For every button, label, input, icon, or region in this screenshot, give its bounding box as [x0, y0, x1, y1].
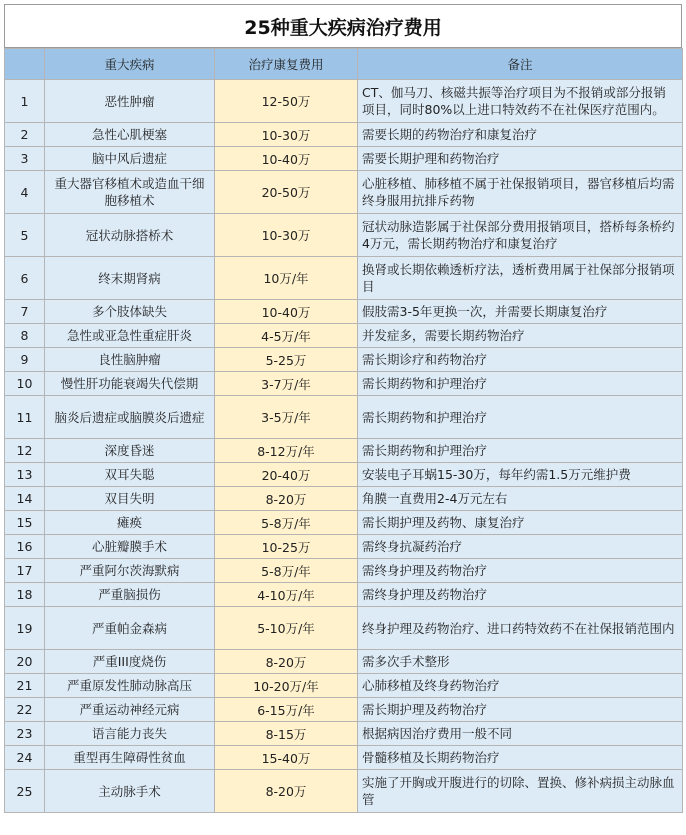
- table-row: [5, 171, 683, 214]
- row-index: 20: [5, 650, 45, 674]
- row-cost: 3-7万/年: [215, 372, 358, 396]
- row-note: 需终身抗凝药治疗: [358, 535, 683, 559]
- table-body: [5, 80, 683, 813]
- row-cost: 8-12万/年: [215, 439, 358, 463]
- row-note: 需终身护理及药物治疗: [358, 559, 683, 583]
- row-note: 骨髓移植及长期药物治疗: [358, 746, 683, 770]
- row-disease: 急性心肌梗塞: [45, 123, 215, 147]
- row-disease: 恶性肿瘤: [45, 80, 215, 123]
- row-cost: 10-25万: [215, 535, 358, 559]
- row-disease: 良性脑肿瘤: [45, 348, 215, 372]
- row-cost: 4-5万/年: [215, 324, 358, 348]
- row-note: 安装电子耳蜗15-30万，每年约需1.5万元维护费: [358, 463, 683, 487]
- row-index: 16: [5, 535, 45, 559]
- row-disease: 双目失明: [45, 487, 215, 511]
- row-disease: 深度昏迷: [45, 439, 215, 463]
- row-cost: 5-10万/年: [215, 607, 358, 650]
- row-note: 角膜一直费用2-4万元左右: [358, 487, 683, 511]
- row-note: 需长期诊疗和药物治疗: [358, 348, 683, 372]
- row-note: 换肾或长期依赖透析疗法，透析费用属于社保部分报销项目: [358, 257, 683, 300]
- table-row: [5, 722, 683, 746]
- row-cost: 10万/年: [215, 257, 358, 300]
- row-disease: 脑炎后遗症或脑膜炎后遗症: [45, 396, 215, 439]
- disease-cost-table: [4, 48, 683, 813]
- row-note: 需长期药物和护理治疗: [358, 372, 683, 396]
- row-index: 2: [5, 123, 45, 147]
- table-row: [5, 583, 683, 607]
- row-index: 19: [5, 607, 45, 650]
- row-index: 15: [5, 511, 45, 535]
- table-header-row: [5, 49, 683, 80]
- table-row: [5, 372, 683, 396]
- row-note: 心肺移植及终身药物治疗: [358, 674, 683, 698]
- row-disease: 脑中风后遗症: [45, 147, 215, 171]
- row-disease: 瘫痪: [45, 511, 215, 535]
- header-index: [5, 49, 45, 80]
- row-cost: 20-40万: [215, 463, 358, 487]
- row-note: 并发症多，需要长期药物治疗: [358, 324, 683, 348]
- header-note: 备注: [358, 49, 683, 80]
- row-index: 18: [5, 583, 45, 607]
- row-note: 根据病因治疗费用一般不同: [358, 722, 683, 746]
- row-cost: 4-10万/年: [215, 583, 358, 607]
- row-cost: 5-25万: [215, 348, 358, 372]
- table-row: [5, 674, 683, 698]
- row-index: 9: [5, 348, 45, 372]
- table-row: [5, 348, 683, 372]
- header-disease: 重大疾病: [45, 49, 215, 80]
- table-row: [5, 535, 683, 559]
- row-index: 1: [5, 80, 45, 123]
- row-note: 需长期护理及药物、康复治疗: [358, 511, 683, 535]
- row-index: 24: [5, 746, 45, 770]
- table-row: [5, 257, 683, 300]
- row-index: 22: [5, 698, 45, 722]
- table-row: [5, 324, 683, 348]
- row-disease: 严重帕金森病: [45, 607, 215, 650]
- row-index: 5: [5, 214, 45, 257]
- table-row: [5, 698, 683, 722]
- row-index: 4: [5, 171, 45, 214]
- row-index: 23: [5, 722, 45, 746]
- row-index: 25: [5, 770, 45, 813]
- row-cost: 10-40万: [215, 300, 358, 324]
- row-disease: 严重运动神经元病: [45, 698, 215, 722]
- row-index: 13: [5, 463, 45, 487]
- row-note: 需要长期护理和药物治疗: [358, 147, 683, 171]
- table-row: [5, 746, 683, 770]
- table-row: [5, 770, 683, 813]
- row-note: 终身护理及药物治疗、进口药特效药不在社保报销范围内: [358, 607, 683, 650]
- table-title: 25种重大疾病治疗费用: [4, 4, 682, 48]
- row-cost: 10-30万: [215, 214, 358, 257]
- row-cost: 8-20万: [215, 770, 358, 813]
- row-note: 冠状动脉造影属于社保部分费用报销项目，搭桥每条桥约4万元，需长期药物治疗和康复治疗: [358, 214, 683, 257]
- row-disease: 重型再生障碍性贫血: [45, 746, 215, 770]
- row-note: 需要长期的药物治疗和康复治疗: [358, 123, 683, 147]
- row-note: 需长期药物和护理治疗: [358, 439, 683, 463]
- row-disease: 急性或亚急性重症肝炎: [45, 324, 215, 348]
- row-cost: 8-20万: [215, 487, 358, 511]
- row-cost: 5-8万/年: [215, 559, 358, 583]
- row-index: 6: [5, 257, 45, 300]
- row-disease: 严重原发性肺动脉高压: [45, 674, 215, 698]
- table-row: [5, 607, 683, 650]
- row-note: 假肢需3-5年更换一次，并需要长期康复治疗: [358, 300, 683, 324]
- row-cost: 10-30万: [215, 123, 358, 147]
- row-disease: 重大器官移植术或造血干细胞移植术: [45, 171, 215, 214]
- row-cost: 12-50万: [215, 80, 358, 123]
- table-row: [5, 439, 683, 463]
- table-row: [5, 511, 683, 535]
- table-row: [5, 396, 683, 439]
- table-row: [5, 559, 683, 583]
- header-cost: 治疗康复费用: [215, 49, 358, 80]
- row-note: 需终身护理及药物治疗: [358, 583, 683, 607]
- cost-table-container: [4, 4, 682, 813]
- row-cost: 6-15万/年: [215, 698, 358, 722]
- table-row: [5, 463, 683, 487]
- row-disease: 语言能力丧失: [45, 722, 215, 746]
- row-index: 7: [5, 300, 45, 324]
- row-disease: 心脏瓣膜手术: [45, 535, 215, 559]
- row-disease: 双耳失聪: [45, 463, 215, 487]
- row-note: CT、伽马刀、核磁共振等治疗项目为不报销或部分报销项目，同时80%以上进口特效药不在社保医疗范围内。: [358, 80, 683, 123]
- table-row: [5, 300, 683, 324]
- row-cost: 8-20万: [215, 650, 358, 674]
- row-disease: 多个肢体缺失: [45, 300, 215, 324]
- table-row: [5, 80, 683, 123]
- row-index: 3: [5, 147, 45, 171]
- row-note: 心脏移植、肺移植不属于社保报销项目，器官移植后均需终身服用抗排斥药物: [358, 171, 683, 214]
- table-row: [5, 123, 683, 147]
- row-index: 12: [5, 439, 45, 463]
- row-disease: 冠状动脉搭桥术: [45, 214, 215, 257]
- row-note: 需长期药物和护理治疗: [358, 396, 683, 439]
- row-index: 11: [5, 396, 45, 439]
- row-index: 21: [5, 674, 45, 698]
- row-disease: 严重阿尔茨海默病: [45, 559, 215, 583]
- row-note: 需多次手术整形: [358, 650, 683, 674]
- row-disease: 主动脉手术: [45, 770, 215, 813]
- row-cost: 15-40万: [215, 746, 358, 770]
- table-row: [5, 147, 683, 171]
- row-index: 8: [5, 324, 45, 348]
- row-cost: 3-5万/年: [215, 396, 358, 439]
- row-cost: 5-8万/年: [215, 511, 358, 535]
- table-row: [5, 214, 683, 257]
- table-row: [5, 487, 683, 511]
- row-cost: 8-15万: [215, 722, 358, 746]
- row-index: 17: [5, 559, 45, 583]
- row-disease: 严重III度烧伤: [45, 650, 215, 674]
- row-disease: 慢性肝功能衰竭失代偿期: [45, 372, 215, 396]
- row-index: 10: [5, 372, 45, 396]
- row-disease: 严重脑损伤: [45, 583, 215, 607]
- row-disease: 终末期肾病: [45, 257, 215, 300]
- row-cost: 10-20万/年: [215, 674, 358, 698]
- row-note: 需长期护理及药物治疗: [358, 698, 683, 722]
- row-note: 实施了开胸或开腹进行的切除、置换、修补病损主动脉血管: [358, 770, 683, 813]
- row-index: 14: [5, 487, 45, 511]
- table-row: [5, 650, 683, 674]
- row-cost: 10-40万: [215, 147, 358, 171]
- row-cost: 20-50万: [215, 171, 358, 214]
